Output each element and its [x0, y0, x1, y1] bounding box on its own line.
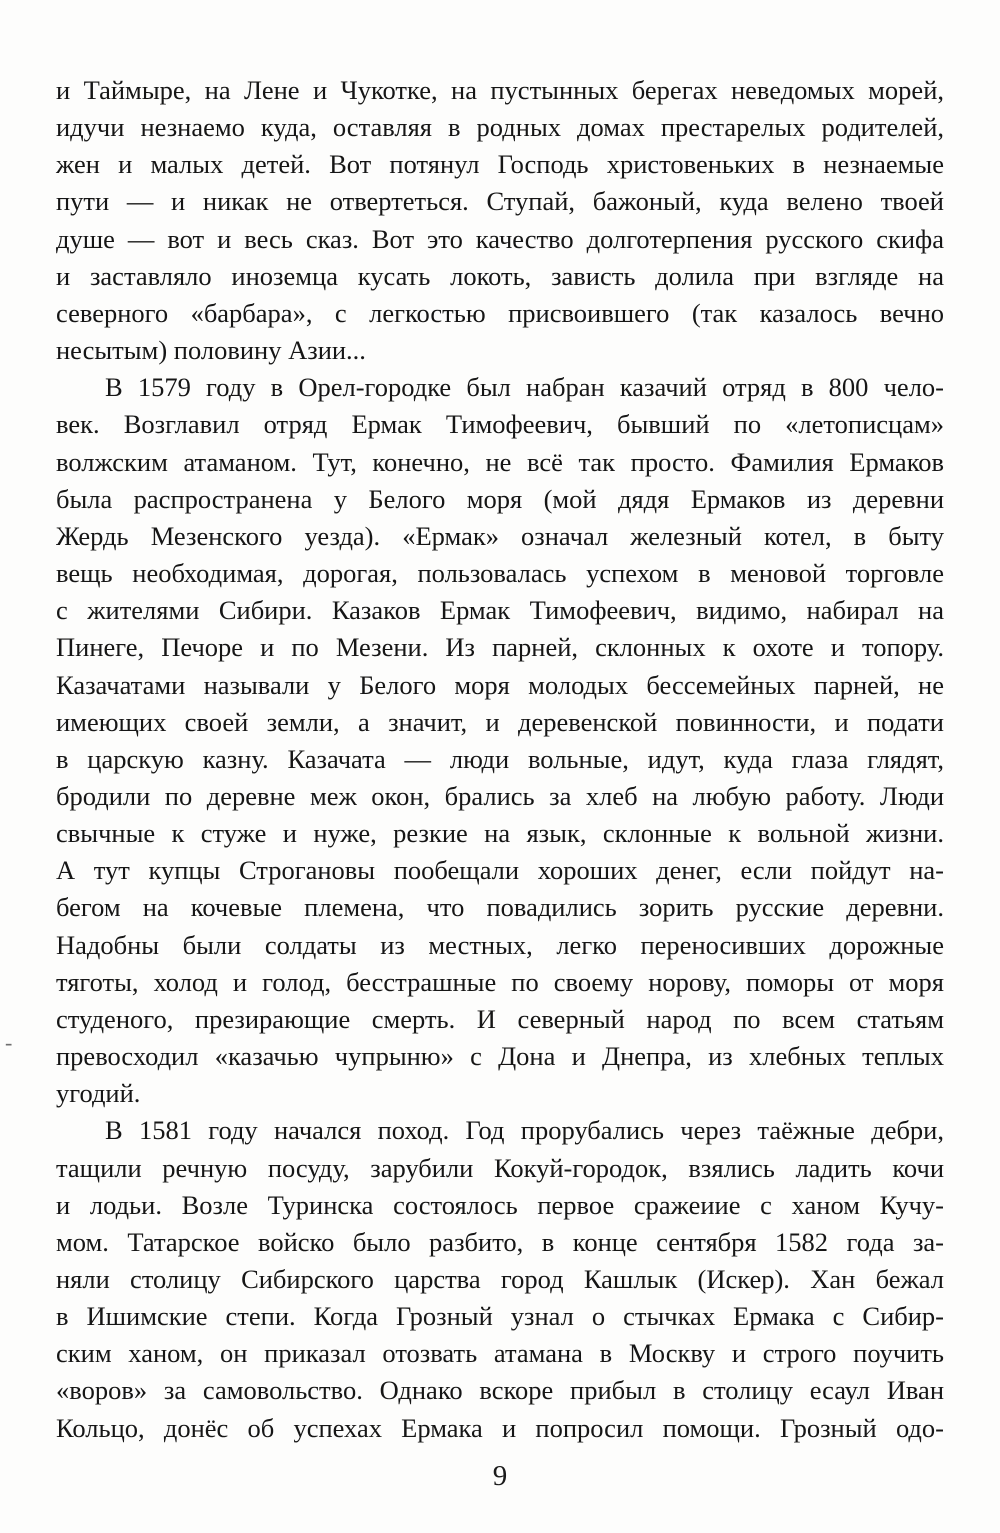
text-line: превосходил «казачью чупрыню» с Дона и Днепра, из хлебных теплых [56, 1041, 944, 1072]
text-line: В 1579 году в Орел-городке был набран казачий отряд в 800 чело- [105, 372, 944, 403]
text-line: Кольцо, донёс об успехах Ермака и попросил помощи. Грозный одо- [56, 1412, 944, 1443]
text-line: свычные к стуже и нуже, резкие на язык, склонные к вольной жизни. [56, 818, 944, 849]
text-line: Жердь Мезенского уезда). «Ермак» означал железный котел, в быту [56, 520, 944, 551]
text-line: Казачатами называли у Белого моря молодых бессемейных парней, не [56, 669, 944, 700]
page-number: 9 [492, 1460, 508, 1492]
text-line: бегом на кочевые племена, что повадились зорить русские деревни. [56, 892, 944, 923]
text-line: Пинеге, Печоре и по Мезени. Из парней, склонных к охоте и топору. [56, 632, 944, 663]
text-line: имеющих своей земли, а значит, и деревенской повинности, и подати [56, 706, 944, 737]
text-line: и Таймыре, на Лене и Чукотке, на пустынных берегах неведомых морей, [56, 75, 944, 105]
text-line: с жителями Сибири. Казаков Ермак Тимофеевич, видимо, набирал на [56, 595, 944, 626]
text-line: В 1581 году начался поход. Год прорубались через таёжные дебри, [105, 1115, 944, 1146]
paragraph [56, 1112, 944, 1446]
text-line: студеного, презирающие смерть. И северный народ по всем статьям [56, 1003, 944, 1034]
text-line: ским ханом, он приказал отозвать атамана в Москву и строго поучить [56, 1338, 944, 1369]
text-line: северного «барбара», с легкостью присвоившего (так казалось вечно [56, 297, 944, 328]
text-line: няли столицу Сибирского царства город Кашлык (Искер). Хан бежал [56, 1264, 944, 1294]
text-line: угодий. [56, 1078, 141, 1109]
paragraph [56, 72, 944, 369]
text-line: вещь необходимая, дорогая, пользовалась успехом в меновой торговле [56, 558, 944, 589]
text-line: и лодьи. Возле Туринска состоялось первое сражеиие с ханом Кучу- [56, 1189, 944, 1220]
text-block [56, 72, 944, 1447]
text-line: век. Возглавил отряд Ермак Тимофеевич, бывший по «летописцам» [56, 409, 944, 440]
paragraph [56, 369, 944, 1112]
text-line: Надобны были солдаты из местных, легко переносивших дорожные [56, 929, 944, 960]
text-line: бродили по деревне меж окон, брались за хлеб на любую работу. Люди [56, 780, 944, 811]
text-line: и заставляло иноземца кусать локоть, зависть долила при взгляде на [56, 260, 944, 291]
text-line: тащили речную посуду, зарубили Кокуй-городок, взялись ладить кочи [56, 1152, 944, 1183]
text-line: в Ишимские степи. Когда Грозный узнал о стычках Ермака с Сибир- [56, 1301, 944, 1332]
text-line: душе — вот и весь сказ. Вот это качество долготерпения русского скифа [56, 223, 944, 254]
text-line: «воров» за самовольство. Однако вскоре прибыл в столицу есаул Иван [56, 1375, 944, 1406]
text-line: жен и малых детей. Вот потянул Господь христовеньких в незнаемые [56, 149, 944, 180]
text-line: пути — и никак не отвертеться. Ступай, бажоный, куда велено твоей [56, 186, 944, 217]
text-line: идучи незнаемо куда, оставляя в родных домах престарелых родителей, [56, 112, 944, 143]
text-line: волжским атаманом. Тут, конечно, не всё так просто. Фамилия Ермаков [56, 446, 944, 477]
text-line: в царскую казну. Казачата — люди вольные, идут, куда глаза глядят, [56, 743, 944, 774]
text-line: была распространена у Белого моря (мой дядя Ермаков из деревни [56, 483, 944, 514]
text-line: тяготы, холод и голод, бесстрашные по своему норову, поморы от моря [56, 966, 944, 997]
text-line: А тут купцы Строгановы пообещали хороших денег, если пойдут на- [56, 855, 944, 886]
text-line: несытым) половину Азии... [56, 335, 366, 366]
scan-artifact-dash: - [5, 1030, 13, 1055]
text-line: мом. Татарское войско было разбито, в конце сентября 1582 года за- [56, 1226, 944, 1257]
